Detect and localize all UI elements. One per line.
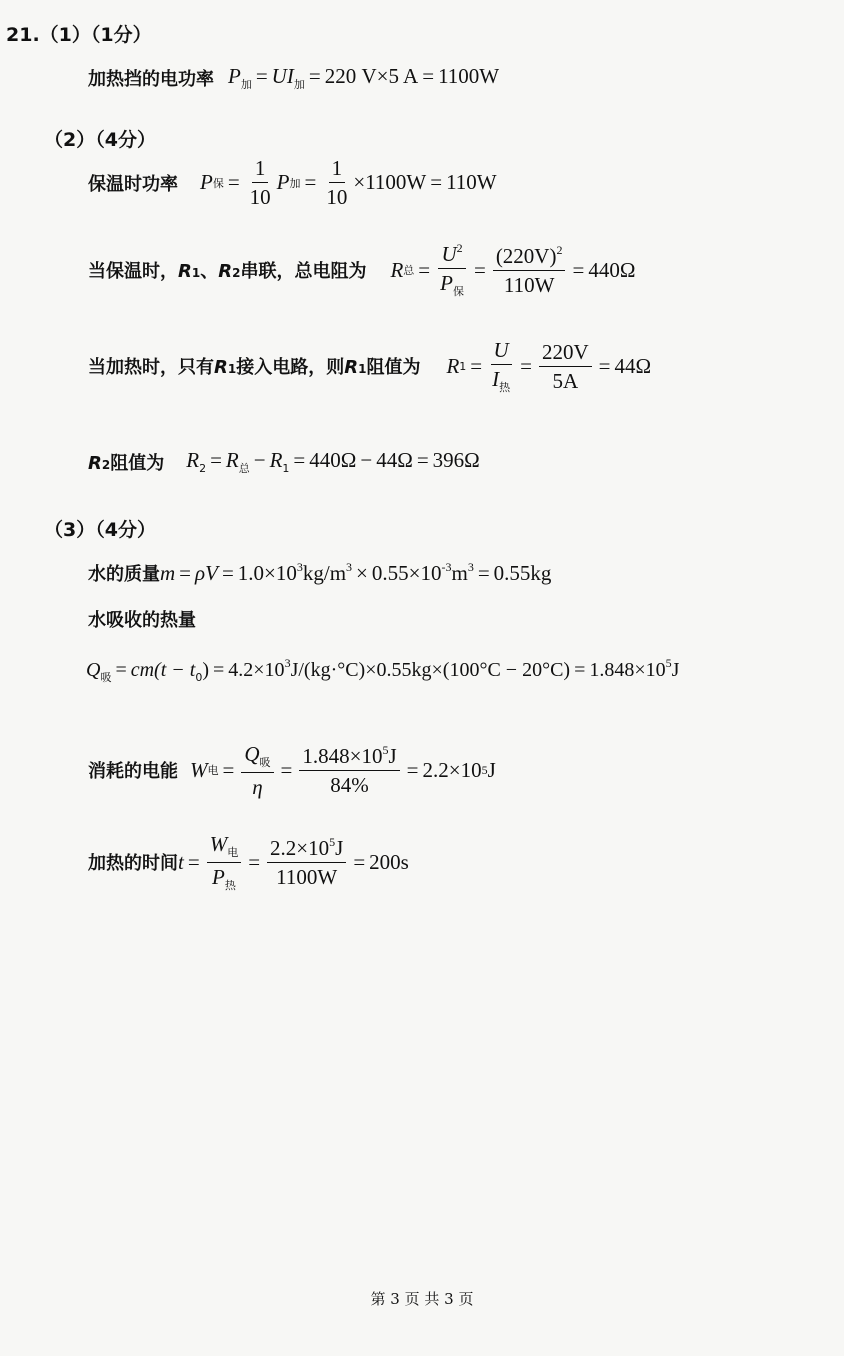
page-footer: 第 3 页 共 3 页 <box>370 1290 474 1308</box>
part3-line4-equation: W 电 = $\frac{Q_吸}{\eta}$ = $\frac{1.848\times 10^5J}{84\%}$ = 2.2×10 5 J <box>190 742 496 799</box>
part2-line2-equation: R 总 = $\frac{U^2}{P_保}$ = $\frac{(220V)^2}{110W}$ = 440Ω <box>390 241 636 299</box>
fraction: $\frac{1.848\times 10^5J}{84\%}$ <box>299 744 399 797</box>
part2-line4 <box>88 448 480 476</box>
part2-line1 <box>88 156 497 209</box>
part2-line4-text: R2阻值为 <box>88 453 165 474</box>
fraction: $\frac{U}{I_热}$ <box>492 338 511 395</box>
part3-line3-equation: $Q_吸 = cm(t - t_0) = 4.2\times 10^3J/(kg\cdot^\circ C)\times 0.55kg\times(100^\circ C - 20^\circ C) = 1.848\times 10^5J$ <box>86 656 680 684</box>
fraction: $\frac{W_电}{P_热}$ <box>207 832 242 892</box>
part1-equation: $P_加 = UI_加 = 220$ V×5 A = 1100W <box>228 64 500 91</box>
fraction: $\frac{Q_吸}{\eta}$ <box>241 742 273 799</box>
part2-line2-text: 当保温时，R1、R2串联，总电阻为 <box>88 261 367 283</box>
fraction: $\frac{2.2\times 10^5J}{1100W}$ <box>267 836 346 889</box>
part3-line5-equation: t = $\frac{W_电}{P_热}$ = $\frac{2.2\times 10^5J}{1100W}$ = 200s <box>178 832 409 892</box>
part3-line1 <box>88 560 551 586</box>
part3-line1-text: 水的质量 <box>88 564 160 585</box>
part3-line1-equation: $m = \rho V = 1.0\times 10^3kg/m^3 \times 0.55\times 10^{-3}m^3 = 0.55kg$ <box>160 560 552 585</box>
fraction: $\frac{1}{10}$ <box>326 156 348 210</box>
part2-label: （2）（4分） <box>44 129 156 151</box>
part2-line4-equation: $R_2 = R_总 - R_1 = 440\Omega - 44\Omega = 396\Omega$ <box>186 448 480 475</box>
part1-text: 加热挡的电功率 <box>88 69 214 90</box>
fraction: $\frac{U^2}{P_保}$ <box>440 241 464 299</box>
part3-line5 <box>88 832 409 892</box>
part1-line <box>88 64 499 92</box>
fraction: $\frac{(220V)^2}{110W}$ <box>493 244 566 297</box>
part3-line5-text: 加热的时间 <box>88 853 178 875</box>
part2-line3 <box>88 338 651 395</box>
part2-line3-equation: R 1 = $\frac{U}{I_热}$ = $\frac{220V}{5A}$ = 44Ω <box>446 338 652 395</box>
part2-line2 <box>88 242 635 299</box>
question-heading <box>6 20 152 47</box>
part2-line1-equation: P 保 = $\frac{1}{10}$ P 加 = $\frac{1}{10}$ × 1100W = 110W <box>200 156 497 210</box>
part2-line1-text: 保温时功率 <box>88 173 178 195</box>
part3-line4-text: 消耗的电能 <box>88 761 178 783</box>
fraction: $\frac{1}{10}$ <box>249 156 271 210</box>
part3-line4 <box>88 742 496 799</box>
part2-line3-text: 当加热时，只有R1接入电路，则R1阻值为 <box>88 357 421 379</box>
question-number: 21. <box>6 24 40 46</box>
part1-label: （1）（1分） <box>39 24 152 46</box>
fraction: $\frac{220V}{5A}$ <box>539 340 592 393</box>
part3-label: （3）（4分） <box>44 519 156 541</box>
part3-line2-text: 水吸收的热量 <box>88 610 196 631</box>
